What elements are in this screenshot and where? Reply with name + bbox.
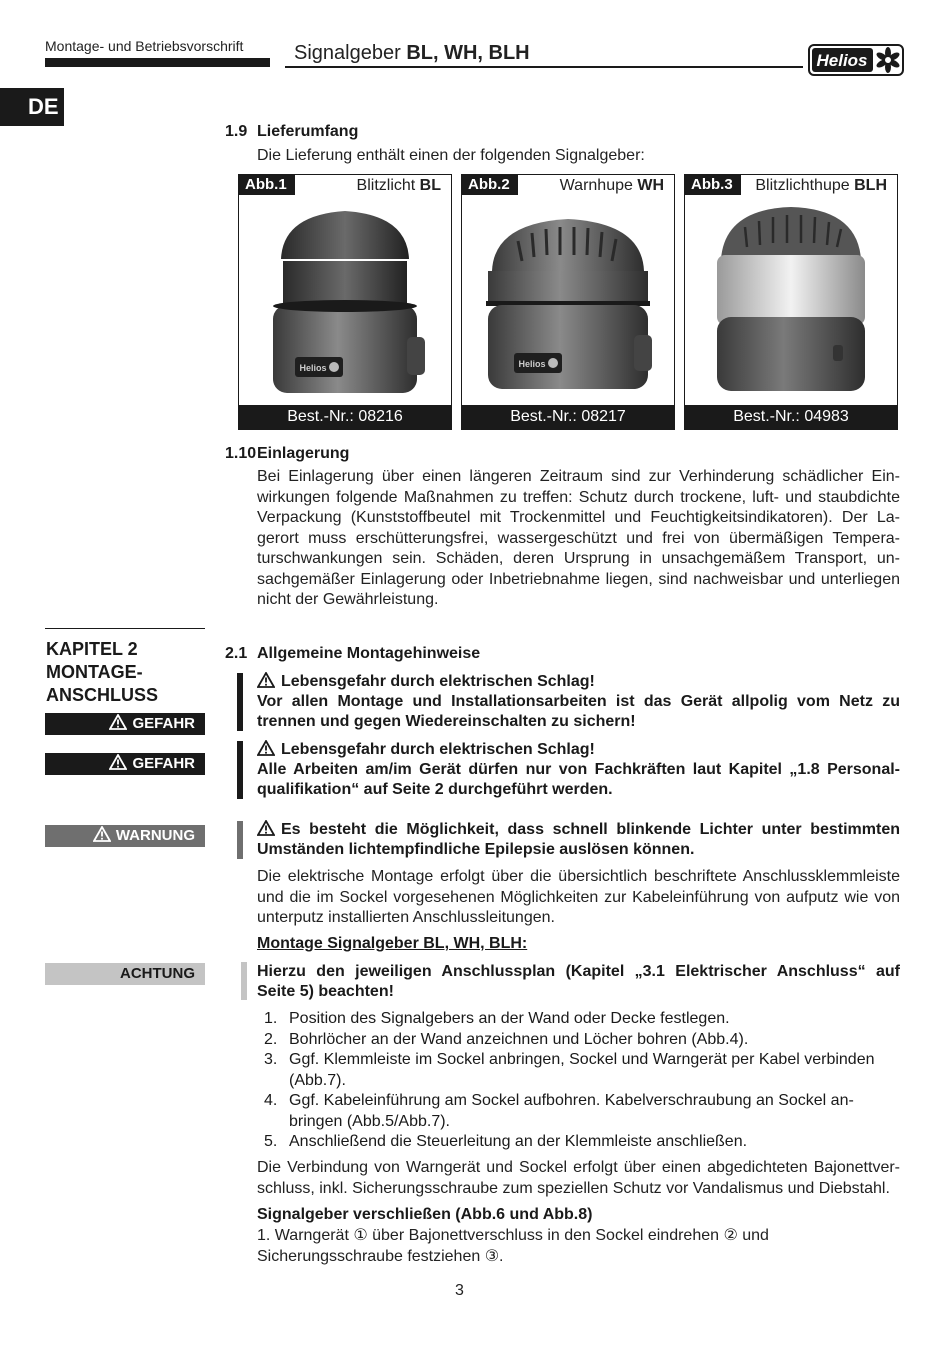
list-item: 4. Ggf. Kabeleinführung am Sockel aufbohren. Kabelverschraubung an Sockel an- bringen (Abb.5/Abb.7). <box>264 1092 854 1130</box>
warning-horn-image <box>462 197 674 407</box>
warning-notice: Es besteht die Möglichkeit, dass schnell blinkende Lichter unter bestimmten Umständen lichtempfindliche Epilepsie auslösen können. <box>257 821 900 858</box>
list-item: 2. Bohrlöcher an der Wand anzeichnen und Löcher bohren (Abb.4). <box>264 1030 749 1048</box>
section-heading-1-9: 1.9 Lieferumfang <box>225 123 359 140</box>
figure-tag: Abb.3 <box>685 175 741 195</box>
mounting-heading: Montage Signalgeber BL, WH, BLH: <box>257 935 528 952</box>
title-prefix: Signalgeber <box>294 42 401 64</box>
warning-triangle-icon <box>109 714 127 730</box>
danger-badge: GEFAHR <box>45 713 205 735</box>
figure-caption: Warnhupe WH <box>559 177 664 194</box>
figure-tag: Abb.2 <box>462 175 518 195</box>
order-number: Best.-Nr.: 08216 <box>239 405 451 429</box>
figure-tag: Abb.1 <box>239 175 295 195</box>
language-tab: DE <box>0 88 64 126</box>
svg-text:Helios: Helios <box>299 363 327 373</box>
section-heading-1-10: 1.10Einlagerung <box>225 445 350 462</box>
attention-bar <box>241 962 247 1000</box>
warning-triangle-icon <box>93 826 111 842</box>
warning-triangle-icon <box>257 820 275 836</box>
warning-triangle-icon <box>109 754 127 770</box>
svg-text:Helios: Helios <box>816 51 868 70</box>
warning-badge: WARNUNG <box>45 825 205 847</box>
header-rule <box>285 66 803 68</box>
figure-3 <box>684 174 898 430</box>
helios-logo <box>808 44 904 76</box>
section-heading-2-1: 2.1 Allgemeine Montagehinweise <box>225 645 481 662</box>
mounting-paragraph: Die elektrische Montage erfolgt über die übersichtlich beschriftete Anschlussklemmleiste und die im Sockel vorgesehenen Möglichkeiten zur Kabeleinführung von aufputz wie von unterputz installierten Anschlussleitungen. <box>257 868 900 926</box>
chapter-rule <box>45 628 205 629</box>
list-item: 5. Anschließend die Steuerleitung an der Klemmleiste anschließen. <box>264 1133 748 1150</box>
flash-light-image <box>239 197 451 407</box>
list-item: 1. Position des Signalgebers an der Wand oder Decke festlegen. <box>264 1010 730 1027</box>
page-number: 3 <box>455 1282 464 1299</box>
danger-bar <box>237 673 243 731</box>
close-paragraph: 1. Warngerät ① über Bajonettverschluss in den Sockel eindrehen ② und Sicherungsschraube festziehen ③. <box>257 1227 769 1265</box>
storage-paragraph: Bei Einlagerung über einen längeren Zeitraum sind zur Verhinderung schädlicher Ein- wirkungen folgende Maßnahmen zu treffen: Schutz durch trockene, luft- und staubdichte Verpackung (Kunststoffbeutel mit Trockenmittel und Feuchtigkeitsindikatoren). Der La- gerort muss erschütterungsfrei, wassergeschützt und frei von übermäßigen Tempera- turschwankungen sein. Schäden, deren Ursprung in unsachgemäßem Transport, un- sachgemäßer Einlagerung oder Inbetriebnahme liegen, sind nachweisbar und unterliegen nicht der Gewährleistung. <box>257 468 900 608</box>
figure-caption: Blitzlicht BL <box>356 177 441 194</box>
svg-text:Helios: Helios <box>518 359 546 369</box>
document-type-label: Montage- und Betriebsvorschrift <box>45 38 244 54</box>
danger-notice-2: Lebensgefahr durch elektrischen Schlag! Alle Arbeiten am/im Gerät dürfen nur von Fachkräften laut Kapitel „1.8 Personal- qualifikation“ auf Seite 2 durchgeführt werden. <box>257 741 900 798</box>
attention-badge: ACHTUNG <box>45 963 205 985</box>
list-item: 3. Ggf. Klemmleiste im Sockel anbringen, Sockel und Warngerät per Kabel verbinden (Abb.7). <box>264 1051 875 1089</box>
order-number: Best.-Nr.: 04983 <box>685 405 897 429</box>
order-number: Best.-Nr.: 08217 <box>462 405 674 429</box>
danger-badge: GEFAHR <box>45 753 205 775</box>
chapter-title: KAPITEL 2 MONTAGE- ANSCHLUSS <box>46 639 159 705</box>
mounting-steps <box>257 1009 900 1153</box>
close-heading: Signalgeber verschließen (Abb.6 und Abb.8) <box>257 1206 593 1223</box>
warning-triangle-icon <box>257 672 275 688</box>
danger-notice-1: Lebensgefahr durch elektrischen Schlag! Vor allen Montage und Installationsarbeiten ist das Gerät allpolig vom Netz zu trennen und gegen Wiedereinschalten zu sichern! <box>257 673 900 730</box>
figure-caption: Blitzlichthupe BLH <box>755 177 887 194</box>
bayonet-paragraph: Die Verbindung von Warngerät und Sockel erfolgt über einen abgedichteten Bajonettver- schluss, inkl. Sicherungsschraube zum speziellen Schutz vor Vandalismus und Diebstahl. <box>257 1159 900 1197</box>
danger-bar <box>237 741 243 799</box>
flash-horn-image <box>685 197 897 407</box>
document-title <box>294 42 530 65</box>
header-bar <box>45 58 270 67</box>
title-models: BL, WH, BLH <box>406 42 530 64</box>
figure-2 <box>461 174 675 430</box>
attention-notice: Hierzu den jeweiligen Anschlussplan (Kapitel „3.1 Elektrischer Anschluss“ auf Seite 5) beachten! <box>257 963 900 1000</box>
section-1-9-intro: Die Lieferung enthält einen der folgenden Signalgeber: <box>257 147 645 164</box>
warning-triangle-icon <box>257 740 275 756</box>
warning-bar <box>237 821 243 859</box>
figure-1 <box>238 174 452 430</box>
